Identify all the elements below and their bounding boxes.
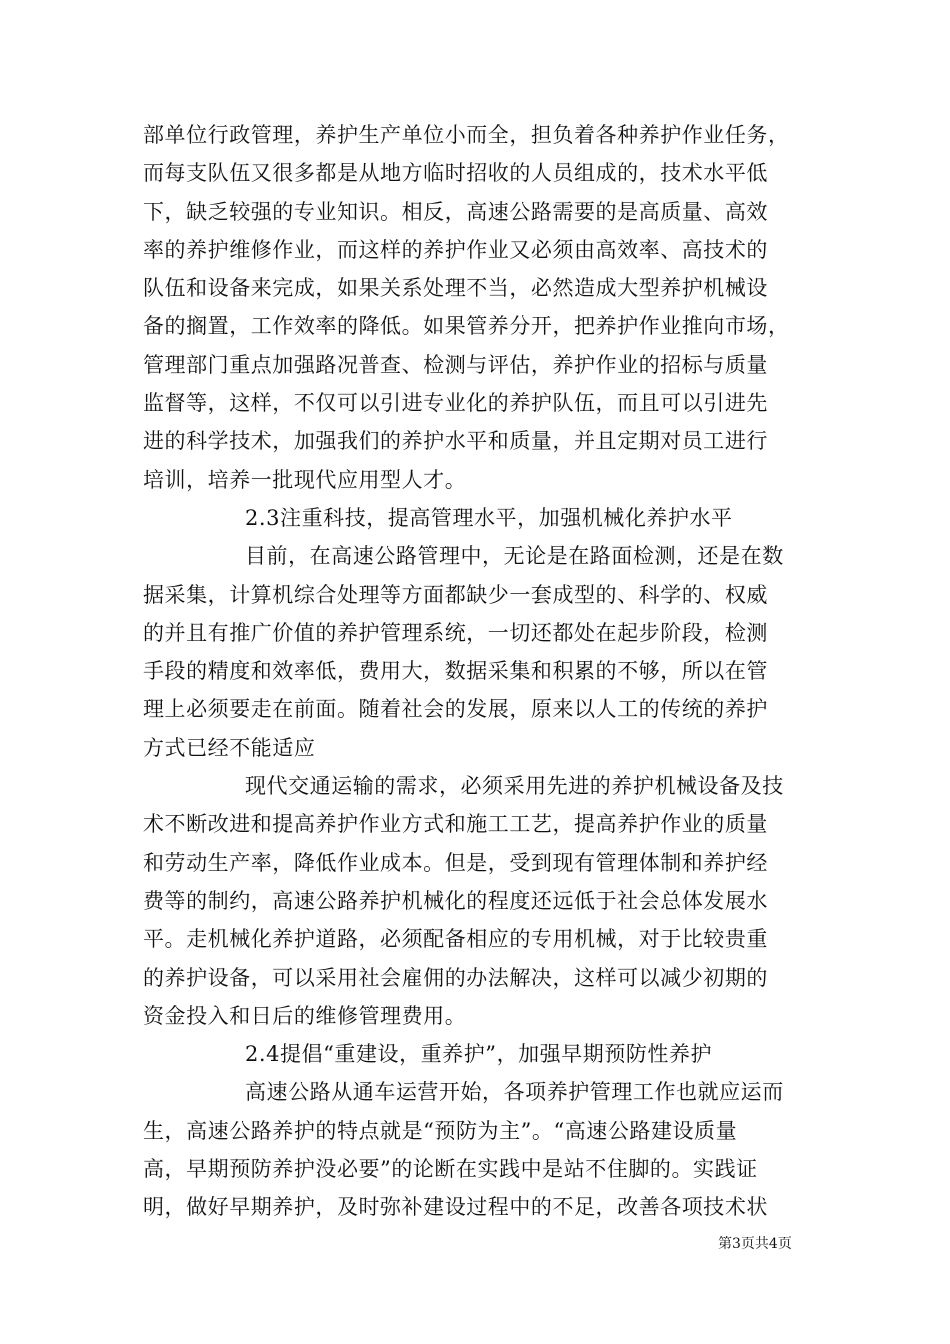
text-line: 培训，培养一批现代应用型人才。: [143, 467, 467, 492]
text-line: 方式已经不能适应: [143, 735, 316, 760]
text-line: 手段的精度和效率低，费用大，数据采集和积累的不够，所以在管: [143, 659, 768, 684]
text-line: 平。走机械化养护道路，必须配备相应的专用机械，对于比较贵重: [143, 927, 768, 952]
section-heading: 2.3注重科技，提高管理水平，加强机械化养护水平: [245, 505, 733, 530]
text-line: 率的养护维修作业，而这样的养护作业又必须由高效率、高技术的: [143, 237, 768, 262]
text-line: 目前，在高速公路管理中，无论是在路面检测，还是在数: [245, 544, 784, 569]
page-number: 第3页共4页: [718, 1236, 792, 1252]
body-text: [143, 116, 813, 1227]
text-line: 高速公路从通车运营开始，各项养护管理工作也就应运而: [245, 1080, 784, 1105]
text-line: 进的科学技术，加强我们的养护水平和质量，并且定期对员工进行: [143, 429, 768, 454]
section-heading: 2.4提倡“重建设，重养护”，加强早期预防性养护: [245, 1042, 713, 1067]
text-line: 下，缺乏较强的专业知识。相反，高速公路需要的是高质量、高效: [143, 199, 768, 224]
text-line: 部单位行政管理，养护生产单位小而全，担负着各种养护作业任务，: [143, 123, 790, 147]
text-line: 管理部门重点加强路况普查、检测与评估，养护作业的招标与质量: [143, 352, 768, 377]
text-line: 据采集，计算机综合处理等方面都缺少一套成型的、科学的、权威: [143, 582, 768, 607]
text-line: 明，做好早期养护，及时弥补建设过程中的不足，改善各项技术状: [143, 1195, 768, 1220]
text-line: 术不断改进和提高养护作业方式和施工工艺，提高养护作业的质量: [143, 812, 768, 837]
text-line: 生，高速公路养护的特点就是“预防为主”。“高速公路建设质量: [143, 1118, 738, 1143]
text-line: 现代交通运输的需求，必须采用先进的养护机械设备及技: [245, 774, 784, 799]
text-line: 队伍和设备来完成，如果关系处理不当，必然造成大型养护机械设: [143, 276, 768, 301]
text-line: 的养护设备，可以采用社会雇佣的办法解决，这样可以减少初期的: [143, 965, 768, 990]
text-line: 理上必须要走在前面。随着社会的发展，原来以人工的传统的养护: [143, 697, 768, 722]
text-line: 而每支队伍又很多都是从地方临时招收的人员组成的，技术水平低: [143, 161, 768, 186]
text-line: 监督等，这样，不仅可以引进专业化的养护队伍，而且可以引进先: [143, 391, 768, 416]
text-line: 和劳动生产率，降低作业成本。但是，受到现有管理体制和养护经: [143, 850, 768, 875]
text-line: 资金投入和日后的维修管理费用。: [143, 1003, 467, 1028]
text-line: 费等的制约，高速公路养护机械化的程度还远低于社会总体发展水: [143, 888, 768, 913]
text-line: 的并且有推广价值的养护管理系统，一切还都处在起步阶段，检测: [143, 620, 768, 645]
text-line: 高，早期预防养护没必要”的论断在实践中是站不住脚的。实践证: [143, 1157, 758, 1182]
text-line: 备的搁置，工作效率的降低。如果管养分开，把养护作业推向市场，: [143, 314, 790, 339]
